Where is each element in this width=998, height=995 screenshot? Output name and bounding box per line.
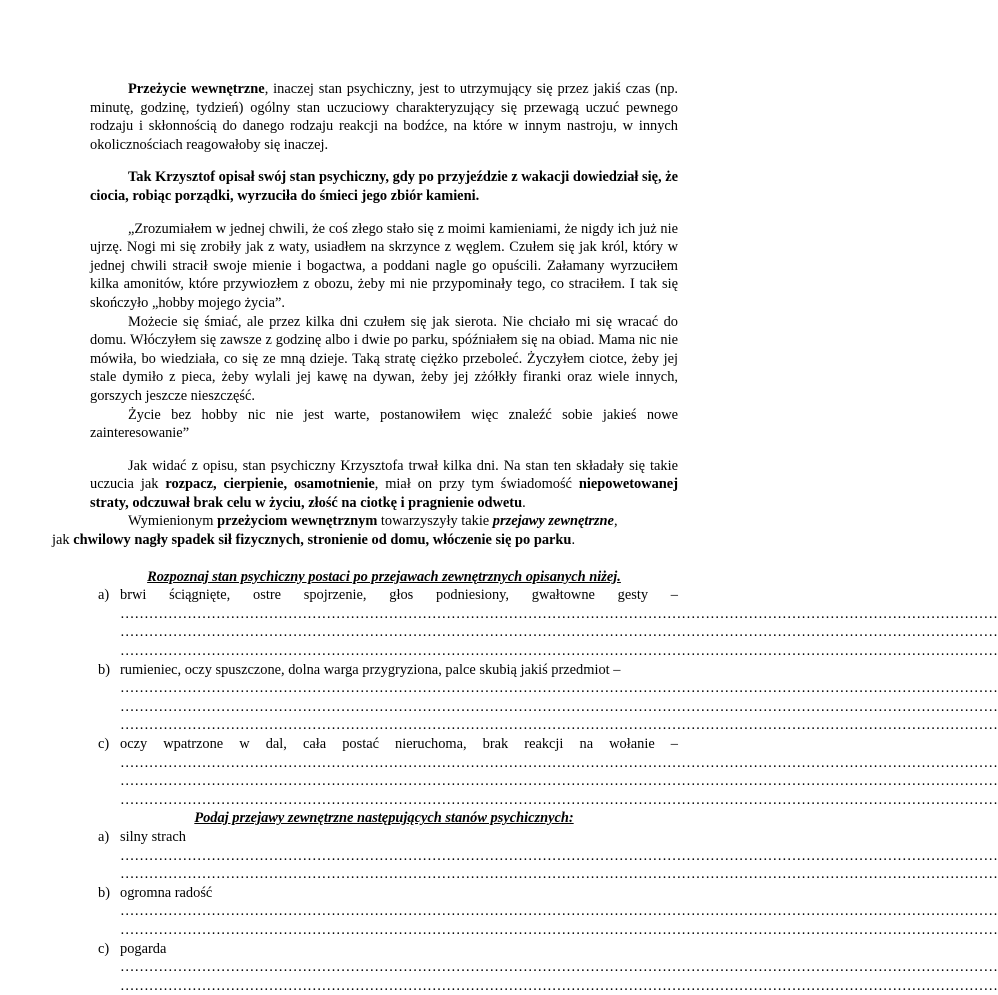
task1-item-text: brwi ściągnięte, ostre spojrzenie, głos podniesiony, gwałtowne gesty – — [120, 587, 678, 604]
quote-paragraph-2: Możecie się śmiać, ale przez kilka dni czułem się jak sierota. Nie chciało mi się wracać do domu. Włóczyłem się zawsze z godzinę albo i dwie po parku, spóźniałem się na obiad. Mama nic nie mówiła, bo wiedziała, co się ze mną dzieje. Taką stratę ciężko przeboleć. Życzyłem ciotce, żeby jej stale dymiło z pieca, żeby wylali jej kawę na dywan, żeby jej zżółkły firanki oraz wiele innych, gorszych jeszcze nieszczęść. — [90, 313, 678, 404]
task1-item — [90, 661, 998, 735]
answer-line[interactable]: ………………………………………………………………………………………………………………………………………………………………… — [120, 866, 998, 883]
analysis-text: . — [522, 494, 526, 511]
quote-paragraph-3: Życie bez hobby nic nie jest warte, postanowiłem więc znaleźć sobie jakieś nowe zainteresowanie” — [90, 406, 678, 442]
worksheet-page — [52, 80, 998, 995]
task2-item — [90, 828, 998, 884]
answer-line[interactable]: ………………………………………………………………………………………………………………………………………………………………… — [120, 680, 998, 697]
analysis-awareness: niepowetowanej straty, odczuwał brak celu w życiu, złość na ciotkę i pragnienie odwetu — [90, 476, 678, 511]
answer-line[interactable]: ………………………………………………………………………………………………………………………………………………………………… — [120, 903, 998, 920]
analysis-block — [52, 457, 678, 550]
quote-paragraph-1: „Zrozumiałem w jednej chwili, że coś złego stało się z moimi kamieniami, że nigdy ich już nie ujrzę. Nogi mi się zrobiły jak z waty, usiadłem na skrzynce z węglem. Czułem się jak król, który w jednej chwili stracił swoje mienie i bogactwa, a poddani nagle go opuścili. Załamany wyrzuciłem kilka amonitów, które przywiozłem z obozu, żeby mi nie przypominały tego, co straciłem. I tak się skończyło „hobby mojego życia”. — [90, 220, 678, 311]
item-marker: c) — [98, 736, 110, 752]
analysis-text: Wymienionym — [128, 513, 218, 530]
answer-line[interactable]: ………………………………………………………………………………………………………………………………………………………………… — [120, 773, 998, 790]
answer-line[interactable]: ………………………………………………………………………………………………………………………………………………………………… — [120, 847, 998, 864]
analysis-symptoms: chwilowy nagły spadek sił fizycznych, stronienie od domu, włóczenie się po parku — [73, 532, 572, 549]
analysis-text: Jak widać z opisu, stan psychiczny Krzysztofa trwał kilka dni. Na stan ten składały się takie uczucia jak — [90, 457, 678, 493]
analysis-text: jak — [52, 532, 74, 549]
analysis-text: , — [613, 513, 618, 530]
task1-item-text: rumieniec, oczy spuszczone, dolna warga przygryziona, palce skubią jakiś przedmiot – — [120, 661, 621, 678]
answer-line[interactable]: ………………………………………………………………………………………………………………………………………………………………… — [120, 698, 998, 715]
intro-paragraph — [90, 80, 678, 154]
answer-line[interactable]: ………………………………………………………………………………………………………………………………………………………………… — [120, 643, 998, 660]
task1-heading: Rozpoznaj stan psychiczny postaci po przejawach zewnętrznych opisanych niżej. — [147, 568, 621, 585]
task2-item — [90, 884, 998, 940]
task1-list — [90, 586, 998, 809]
answer-line[interactable]: ………………………………………………………………………………………………………………………………………………………………… — [120, 791, 998, 808]
intro-text: , inaczej stan psychiczny, jest to utrzymujący się przez jakiś czas (np. minutę, godzinę, tydzień) ogólny stan uczuciowy charakteryzujący się przewagą uczuć pewnego rodzaju i skłonnością do danego rodzaju reakcji na bodźce, na które w innym nastroju, w innych okolicznościach reagowałoby się inaczej. — [90, 81, 678, 153]
analysis-text: towarzyszyły takie — [377, 513, 493, 530]
task2-item-text: silny strach — [120, 828, 186, 845]
item-marker: b) — [98, 884, 110, 901]
answer-line[interactable]: ………………………………………………………………………………………………………………………………………………………………… — [120, 605, 998, 622]
answer-line[interactable]: ………………………………………………………………………………………………………………………………………………………………… — [120, 624, 998, 641]
task1-item — [90, 735, 998, 809]
answer-line[interactable]: ………………………………………………………………………………………………………………………………………………………………… — [120, 977, 998, 994]
item-marker: a) — [98, 587, 110, 604]
analysis-paragraph-2 — [52, 512, 678, 549]
task1-item — [90, 586, 998, 660]
analysis-text: , miał on przy tym świadomość — [374, 476, 579, 493]
task1-item-text: oczy wpatrzone w dal, cała postać nieruchoma, brak reakcji na wołanie – — [120, 736, 678, 752]
task2-item-text: pogarda — [120, 940, 167, 957]
answer-line[interactable]: ………………………………………………………………………………………………………………………………………………………………… — [120, 717, 998, 734]
task2-item-text: ogromna radość — [120, 884, 213, 901]
analysis-paragraph-1 — [90, 457, 678, 513]
task2-item — [90, 940, 998, 995]
analysis-outer-term: przejawy zewnętrzne — [492, 513, 614, 530]
answer-line[interactable]: ………………………………………………………………………………………………………………………………………………………………… — [120, 921, 998, 938]
analysis-feelings: rozpacz, cierpienie, osamotnienie — [165, 476, 375, 493]
answer-line[interactable]: ………………………………………………………………………………………………………………………………………………………………… — [120, 754, 998, 771]
intro-term: Przeżycie wewnętrzne — [128, 81, 265, 97]
quote-block — [90, 220, 678, 443]
task2-heading: Podaj przejawy zewnętrzne następujących stanów psychicznych: — [194, 810, 574, 827]
answer-line[interactable]: ………………………………………………………………………………………………………………………………………………………………… — [120, 959, 998, 976]
lead-paragraph: Tak Krzysztof opisał swój stan psychiczny, gdy po przyjeździe z wakacji dowiedział się, że ciocia, robiąc porządki, wyrzuciła do śmieci jego zbiór kamieni. — [90, 169, 678, 204]
analysis-inner-term: przeżyciom wewnętrznym — [217, 513, 378, 530]
analysis-text: . — [571, 532, 576, 549]
item-marker: a) — [98, 828, 110, 845]
item-marker: b) — [98, 661, 110, 678]
item-marker: c) — [98, 940, 110, 957]
task2-list — [90, 828, 998, 995]
